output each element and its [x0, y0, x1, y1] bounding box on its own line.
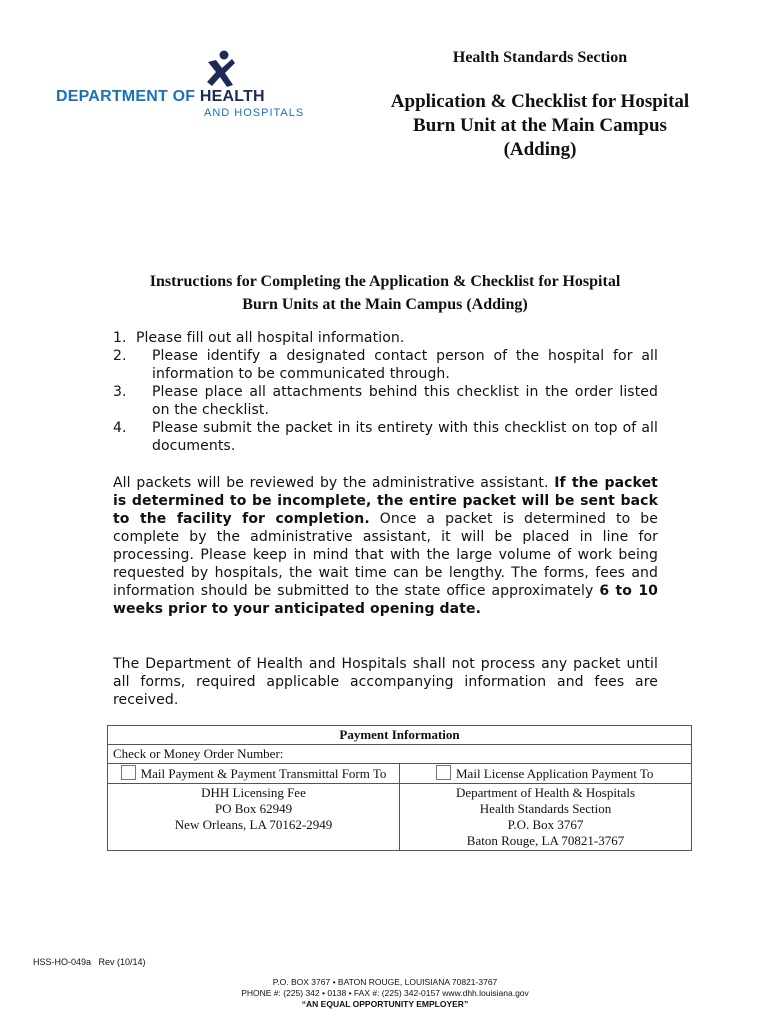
instructions-heading [110, 270, 660, 316]
mail-payment-option: Mail Payment & Payment Transmittal Form To [108, 764, 400, 784]
instructions-heading-line: Burn Units at the Main Campus (Adding) [242, 296, 528, 313]
form-id: HSS-HO-049a Rev (10/14) [33, 957, 146, 967]
mail-payment-checkbox[interactable] [121, 765, 136, 780]
licensing-fee-address: DHH Licensing Fee PO Box 62949 New Orleans, LA 70162-2949 [108, 784, 400, 851]
dhh-logo [56, 48, 316, 123]
hss-address: Department of Health & Hospitals Health Standards Section P.O. Box 3767 Baton Rouge, LA 70821-3767 [400, 784, 692, 851]
document-title-line: Application & Checklist for Hospital [390, 91, 690, 112]
check-number-field[interactable]: Check or Money Order Number: [108, 745, 692, 764]
payment-information-table [107, 725, 692, 851]
dhh-figure-icon [202, 50, 238, 88]
footer-contact: PHONE #: (225) 342 • 0138 • FAX #: (225) 342-0157 www.dhh.louisiana.gov [241, 988, 529, 998]
instructions-list [113, 329, 658, 455]
license-payment-option: Mail License Application Payment To [400, 764, 692, 784]
review-paragraph: All packets will be reviewed by the administrative assistant. If the packet is determined to be incomplete, the entire packet will be sent back to the facility for completion. Once a packet is determined to be complete by the administrative assistant, it will be placed in line for processing. Please keep in mind that with the large volume of work being requested by hospitals, the wait time can be lengthy. The forms, fees and information should be submitted to the state office approximately 6 to 10 weeks prior to your anticipated opening date. [113, 475, 659, 617]
document-title [370, 90, 710, 162]
footer-address: P.O. BOX 3767 • BATON ROUGE, LOUISIANA 70821-3767 [272, 977, 498, 987]
logo-text-hospitals: AND HOSPITALS [204, 107, 305, 119]
document-title-line: (Adding) [503, 139, 577, 160]
list-item: 4. Please submit the packet in its entirety with this checklist on top of all documents. [113, 420, 658, 454]
payment-header: Payment Information [108, 726, 692, 745]
timeline-emphasis: 6 to 10 weeks prior to your anticipated opening date. [113, 583, 659, 617]
list-item: 2. Please identify a designated contact person of the hospital for all information to be communicated through. [113, 348, 658, 382]
instructions-heading-line: Instructions for Completing the Application & Checklist for Hospital [149, 273, 621, 290]
page-footer [185, 977, 585, 1010]
license-payment-checkbox[interactable] [436, 765, 451, 780]
notice-paragraph: The Department of Health and Hospitals shall not process any packet until all forms, required applicable accompanying information and fees are received. [113, 656, 658, 708]
document-title-line: Burn Unit at the Main Campus [413, 115, 667, 136]
list-item: 1. Please fill out all hospital information. [113, 330, 405, 346]
footer-eoe: “AN EQUAL OPPORTUNITY EMPLOYER” [301, 999, 469, 1009]
logo-text-department: DEPARTMENT OF HEALTH [56, 88, 265, 105]
section-name: Health Standards Section [452, 49, 628, 66]
incomplete-warning: If the packet is determined to be incomplete, the entire packet will be sent back to the facility for completion. [113, 475, 658, 527]
list-item: 3. Please place all attachments behind this checklist in the order listed on the checklist. [113, 384, 658, 418]
